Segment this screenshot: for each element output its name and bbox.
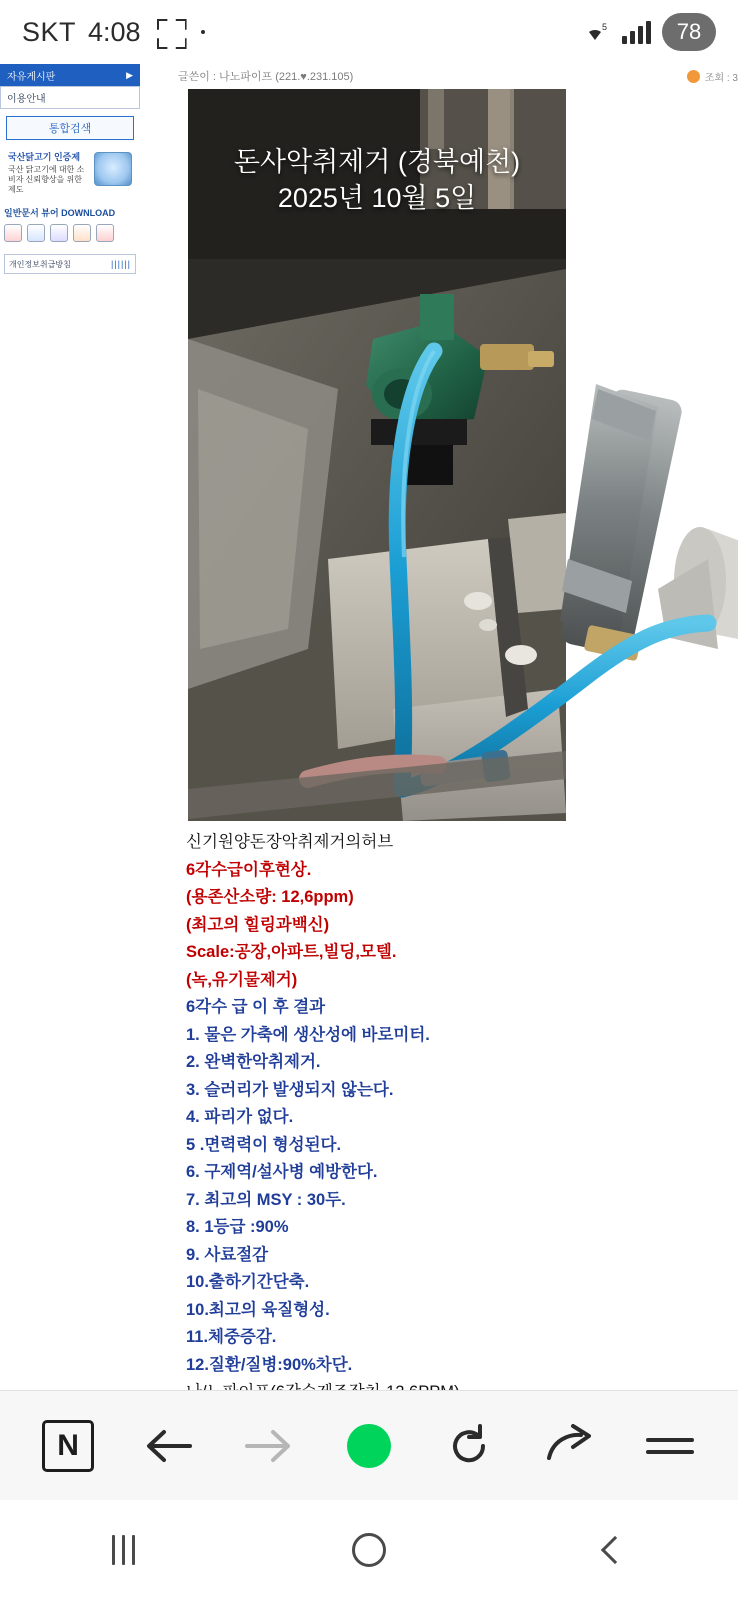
post-photo[interactable] — [188, 89, 566, 821]
post-line: 1. 물은 가축에 생산성에 바로미터. — [186, 1025, 430, 1044]
document-viewer-icons[interactable] — [4, 224, 136, 242]
sidebar-item-guide[interactable] — [0, 86, 140, 109]
post-views — [687, 69, 738, 84]
recents-icon — [112, 1535, 135, 1565]
privacy-bars-icon: |||||| — [110, 259, 131, 270]
arrow-right-icon — [243, 1425, 295, 1467]
back-nav-button[interactable] — [555, 1520, 675, 1580]
certification-card[interactable] — [4, 150, 136, 197]
post-line: 10.출하기간단축. — [186, 1273, 310, 1291]
cellular-signal-icon — [622, 20, 651, 44]
hamburger-menu-icon — [644, 1431, 696, 1461]
post-body — [186, 829, 726, 1434]
back-button[interactable] — [131, 1409, 205, 1483]
post-line: 9. 사료절감 — [186, 1245, 269, 1264]
record-dot-icon — [347, 1424, 391, 1468]
privacy-policy-row[interactable] — [4, 254, 136, 274]
status-bar-right — [581, 13, 716, 51]
post-line: 7. 최고의 MSY : 30두. — [186, 1190, 346, 1209]
certification-text — [8, 152, 88, 195]
arrow-left-icon — [142, 1425, 194, 1467]
forward-button[interactable] — [232, 1409, 306, 1483]
post-meta — [178, 68, 738, 84]
share-icon — [545, 1424, 595, 1468]
post-line: 3. 슬러리가 발생되지 않는다. — [186, 1080, 394, 1099]
post-line: 4. 파리가 없다. — [186, 1108, 294, 1126]
wifi-icon — [581, 20, 611, 44]
post-line: 6각수 급 이 후 결과 — [186, 998, 326, 1016]
status-bar-left — [22, 17, 205, 48]
clock-label: 4:08 — [88, 16, 141, 47]
chevron-right-icon: ▶ — [126, 70, 133, 80]
powerpoint-viewer-icon[interactable] — [50, 224, 68, 242]
post-line: 10.최고의 육질형성. — [186, 1300, 330, 1319]
recents-button[interactable] — [63, 1520, 183, 1580]
carrier-label: SKT — [22, 16, 77, 47]
photo-caption-line2: 2025년 10월 5일 — [277, 183, 477, 214]
post-line: 12.질환/질병:90%차단. — [186, 1355, 353, 1374]
sidebar-item-label: 자유게시판 — [7, 72, 56, 83]
record-button[interactable] — [332, 1409, 406, 1483]
post-views-label: 조회 : 3 — [704, 72, 738, 84]
system-nav-bar — [0, 1500, 738, 1600]
sidebar-item-free-board[interactable] — [0, 64, 140, 87]
hwp-viewer-icon[interactable] — [73, 224, 91, 242]
post-line: 6각수급이후현상. — [186, 860, 312, 879]
pdf-viewer-icon[interactable] — [4, 224, 22, 242]
certification-desc: 국산 닭고기에 대한 소비자 신뢰향상을 위한 제도 — [8, 165, 85, 195]
svg-text:5: 5 — [602, 22, 608, 32]
word-viewer-icon[interactable] — [27, 224, 45, 242]
post-line: (최고의 힐링과백신) — [186, 915, 330, 934]
browser-toolbar — [0, 1390, 738, 1500]
post-line: 6. 구제역/설사병 예방한다. — [186, 1163, 378, 1181]
naver-logo-icon: N — [42, 1420, 94, 1472]
post-line: (녹,유기물제거) — [186, 970, 298, 989]
post-line: 5 .면력력이 형성된다. — [186, 1135, 342, 1154]
status-dot-icon — [201, 30, 205, 34]
post-author-label: 글쓴이 : 나노파이프 (221.♥.231.105) — [178, 71, 354, 83]
post-line: 2. 완벽한악취제거. — [186, 1053, 321, 1071]
reload-button[interactable] — [432, 1409, 506, 1483]
sidebar-item-label: 이용안내 — [7, 94, 46, 105]
certification-seal-icon — [94, 152, 132, 186]
naver-home-button[interactable] — [31, 1409, 105, 1483]
status-bar — [0, 0, 738, 64]
battery-badge: 78 — [662, 13, 716, 51]
reload-icon — [446, 1423, 492, 1469]
home-circle-icon — [352, 1533, 386, 1567]
post-line: Scale:공장,아파트,빌딩,모텔. — [186, 943, 397, 961]
post-line: 8. 1등급 :90% — [186, 1218, 289, 1236]
integrated-search-button[interactable]: 통합검색 — [6, 116, 134, 140]
document-viewer-download-title: 일반문서 뷰어 DOWNLOAD — [4, 208, 116, 219]
page-sidebar — [0, 64, 140, 274]
menu-button[interactable] — [633, 1409, 707, 1483]
share-button[interactable] — [533, 1409, 607, 1483]
views-icon — [687, 70, 700, 83]
excel-viewer-icon[interactable] — [96, 224, 114, 242]
web-page-content — [0, 64, 738, 1390]
post-line: 11.체중증감. — [186, 1328, 277, 1346]
certification-title: 국산닭고기 인증제 — [8, 152, 81, 162]
photo-caption — [188, 144, 566, 217]
photo-caption-line1: 돈사악취제거 (경북예천) — [233, 147, 521, 177]
post-line: (용존산소량: 12,6ppm) — [186, 888, 354, 906]
home-button[interactable] — [309, 1520, 429, 1580]
post-line: 신기원양돈장악취제거의허브 — [186, 833, 394, 851]
nav-back-icon — [601, 1536, 629, 1564]
scan-qr-icon — [157, 19, 183, 45]
privacy-policy-label: 개인정보취급방침 — [9, 259, 71, 269]
